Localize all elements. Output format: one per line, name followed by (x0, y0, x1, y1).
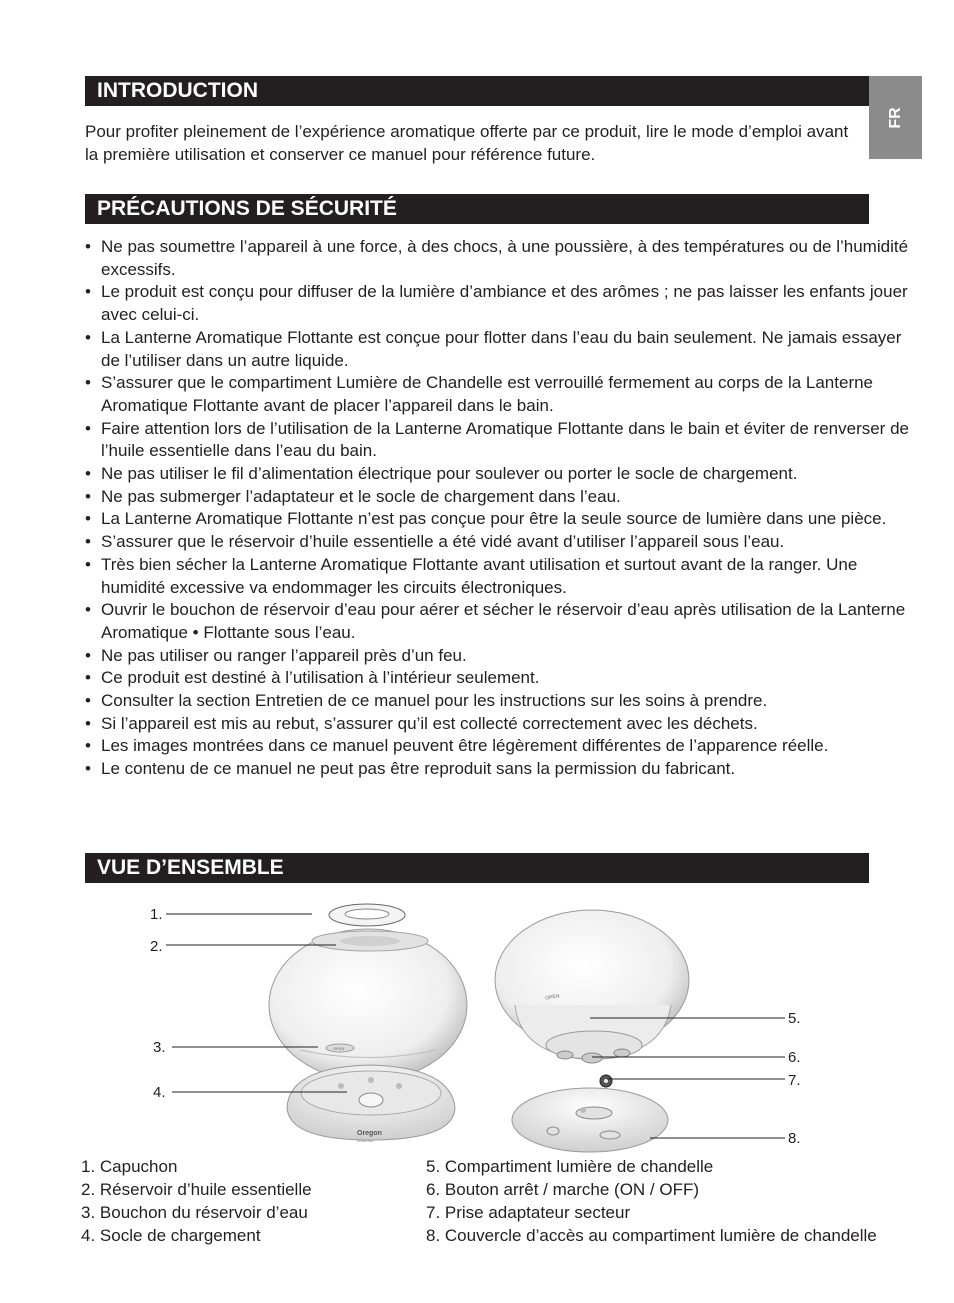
bullet-marker: • (85, 486, 91, 506)
callout-7: 7. (788, 1072, 801, 1089)
safety-item-text: Les images montrées dans ce manuel peuvent être légèrement différentes de l’apparence réelle. (101, 736, 829, 756)
safety-item (85, 236, 915, 281)
cap-part (329, 904, 405, 926)
access-cover (512, 1075, 668, 1152)
callout-5: 5. (788, 1010, 801, 1027)
safety-item-text: Le produit est conçu pour diffuser de la lumière d’ambiance et des arômes ; ne pas laisser les enfants jouer avec celui-ci. (101, 282, 908, 325)
legend-item: 1. Capuchon (81, 1157, 178, 1176)
open-marking-right: OPEN (544, 993, 560, 1002)
brand-logo-sub: SCIENTIFIC (357, 1139, 374, 1143)
bullet-marker: • (85, 373, 91, 393)
safety-item (85, 418, 915, 463)
safety-item (85, 531, 915, 554)
parts-legend-right (426, 1155, 886, 1247)
lantern-globe-right (495, 910, 689, 1063)
parts-legend-left (81, 1155, 421, 1247)
legend-item: 6. Bouton arrêt / marche (ON / OFF) (426, 1180, 700, 1199)
safety-item-text: Ne pas utiliser le fil d’alimentation électrique pour soulever ou porter le socle de chargement. (101, 464, 798, 484)
safety-item-text: Très bien sécher la Lanterne Aromatique Flottante avant utilisation et surtout avant de la ranger. Une humidité excessive va endommager les circuits électroniques. (101, 554, 858, 597)
bullet-marker: • (85, 509, 91, 529)
safety-item (85, 486, 915, 509)
safety-item-text: Si l’appareil est mis au rebut, s’assurer qu’il est collecté correctement avec les déchets. (101, 713, 758, 733)
safety-item (85, 599, 915, 644)
leader-lines (166, 914, 785, 1138)
legend-item: 4. Socle de chargement (81, 1226, 261, 1245)
bullet-marker: • (85, 645, 91, 665)
safety-item (85, 327, 915, 372)
bullet-marker: • (85, 736, 91, 756)
bullet-marker: • (85, 237, 91, 256)
bullet-marker: • (85, 668, 91, 688)
bullet-marker: • (85, 532, 91, 552)
safety-item (85, 463, 915, 486)
safety-item (85, 645, 915, 668)
legend-item: 7. Prise adaptateur secteur (426, 1203, 631, 1222)
charging-base (287, 1065, 455, 1143)
safety-item (85, 508, 915, 531)
bullet-marker: • (85, 600, 91, 620)
legend-item: 2. Réservoir d’huile essentielle (81, 1180, 312, 1199)
callout-2: 2. (150, 938, 163, 955)
callout-1: 1. (150, 906, 163, 923)
safety-item-text: Faire attention lors de l’utilisation de la Lanterne Aromatique Flottante dans le bain et éviter de renverser de l’huile essentielle dans l’eau du bain. (101, 418, 909, 461)
safety-item (85, 281, 915, 326)
safety-item (85, 372, 915, 417)
safety-item-text: La Lanterne Aromatique Flottante est conçue pour flotter dans l’eau du bain seulement. Ne jamais essayer de l’utiliser dans un autre liquide. (101, 327, 902, 370)
bullet-marker: • (85, 418, 91, 438)
bullet-marker: • (85, 554, 91, 574)
bullet-marker: • (85, 759, 91, 779)
safety-list (85, 236, 915, 781)
safety-item (85, 735, 915, 758)
overview-heading: VUE D’ENSEMBLE (85, 853, 869, 883)
callout-3: 3. (153, 1039, 166, 1056)
legend-item: 5. Compartiment lumière de chandelle (426, 1157, 714, 1176)
safety-item-text: Ne pas submerger l’adaptateur et le socle de chargement dans l’eau. (101, 486, 621, 506)
safety-item-text: Ne pas soumettre l’appareil à une force, à des chocs, à une poussière, à des températures ou de l’humidité excessifs. (101, 237, 909, 279)
product-diagram (0, 895, 954, 1155)
bullet-marker: • (85, 691, 91, 711)
lantern-globe-left (269, 929, 467, 1081)
safety-item (85, 554, 915, 599)
bullet-marker: • (85, 713, 91, 733)
legend-item: 8. Couvercle d’accès au compartiment lumière de chandelle (426, 1226, 877, 1245)
safety-item-text: Consulter la section Entretien de ce manuel pour les instructions sur les soins à prendre. (101, 691, 768, 711)
callout-8: 8. (788, 1130, 801, 1147)
safety-item-text: Le contenu de ce manuel ne peut pas être reproduit sans la permission du fabricant. (101, 759, 736, 779)
safety-item-text: Ce produit est destiné à l’utilisation à l’intérieur seulement. (101, 668, 540, 688)
bullet-marker: • (85, 327, 91, 347)
safety-item-text: Ouvrir le bouchon de réservoir d’eau pour aérer et sécher le réservoir d’eau après utilisation de la Lanterne Aromatique • Flottante sous l’eau. (101, 600, 906, 642)
safety-item-text: S’assurer que le compartiment Lumière de Chandelle est verrouillé fermement au corps de la Lanterne Aromatique Flottante avant de placer l’appareil dans le bain. (101, 373, 874, 415)
safety-item (85, 713, 915, 736)
product-illustration (0, 895, 954, 1155)
safety-item-text: Ne pas utiliser ou ranger l’appareil près d’un feu. (101, 645, 467, 665)
safety-heading: PRÉCAUTIONS DE SÉCURITÉ (85, 194, 869, 224)
safety-item-text: S’assurer que le réservoir d’huile essentielle a été vidé avant d’utiliser l’appareil sous l’eau. (101, 532, 785, 552)
bullet-marker: • (85, 464, 91, 484)
legend-item: 3. Bouchon du réservoir d’eau (81, 1203, 308, 1222)
safety-item (85, 690, 915, 713)
intro-heading: INTRODUCTION (85, 76, 869, 106)
safety-item (85, 667, 915, 690)
language-tab (869, 76, 922, 159)
safety-item-text: La Lanterne Aromatique Flottante n’est pas conçue pour être la seule source de lumière dans une pièce. (101, 509, 887, 529)
language-tab-label: FR (886, 106, 904, 129)
bullet-marker: • (85, 282, 91, 302)
brand-logo: Oregon (357, 1130, 382, 1137)
intro-paragraph: Pour profiter pleinement de l’expérience aromatique offerte par ce produit, lire le mode d’emploi avant la première utilisation et conserver ce manuel pour référence future. (85, 122, 849, 164)
callout-4: 4. (153, 1084, 166, 1101)
open-marking-left: OPEN (333, 1046, 345, 1051)
callout-6: 6. (788, 1049, 801, 1066)
safety-item (85, 758, 915, 781)
